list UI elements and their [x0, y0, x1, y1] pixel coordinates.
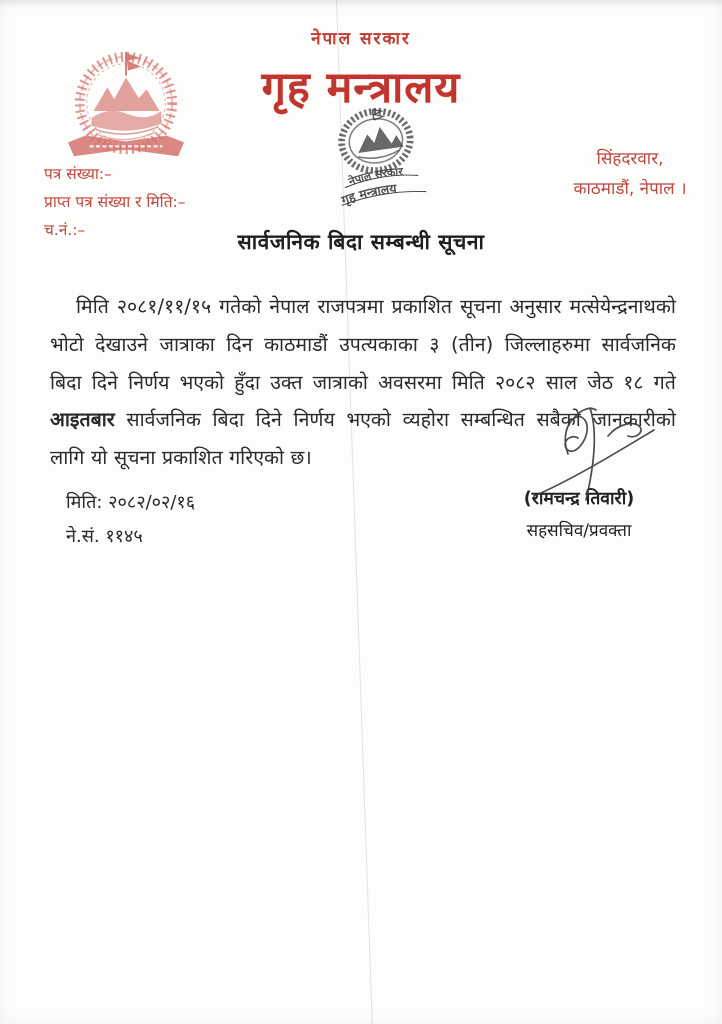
body-word: सबैको — [536, 408, 581, 432]
body-word: दिने — [91, 370, 118, 394]
body-word: छ। — [290, 446, 312, 470]
body-word: सूचना — [460, 295, 502, 318]
body-word: दिने — [255, 408, 282, 432]
body-word: सम्बन्धित — [460, 408, 525, 432]
body-word: (तीन) — [451, 332, 494, 356]
body-word: अनुसार — [509, 295, 562, 318]
body-word: लागि — [50, 446, 85, 470]
signatory-name: (रामचन्द्र तिवारी) — [523, 489, 635, 509]
body-word: व्यहोरा — [402, 408, 450, 432]
body-word: जिल्लाहरुमा — [504, 332, 591, 356]
dispatch-number-label: च.नं.:– — [44, 221, 86, 239]
notice-subject-title: सार्वजनिक बिदा सम्बन्धी सूचना — [237, 230, 485, 254]
scan-edge-shading — [0, 0, 722, 7]
address-line-2: काठमाडौं, नेपाल । — [573, 179, 687, 199]
government-name: नेपाल सरकार — [311, 29, 411, 49]
body-word: यो — [90, 446, 108, 470]
svg-text:गृह मन्त्रालय — [338, 180, 399, 209]
body-word: गतेको — [219, 295, 262, 318]
ministry-stamp-icon — [316, 102, 440, 210]
received-letter-label: प्राप्त पत्र संख्या र मिति:– — [44, 193, 186, 211]
body-word: मिति — [76, 295, 109, 318]
body-word: जानकारीको — [592, 408, 676, 432]
body-word: २०८२ — [494, 370, 536, 394]
body-word: बिदा — [50, 370, 82, 394]
body-word: हुँदा — [234, 370, 261, 394]
body-word: प्रकाशित — [391, 295, 453, 318]
body-word: जात्राका — [159, 332, 215, 356]
body-word: सूचना — [113, 446, 156, 470]
letter-number-label: पत्र संख्या:– — [44, 165, 112, 183]
body-word: जात्राको — [312, 370, 368, 394]
office-address — [550, 144, 710, 204]
body-word: भएको — [346, 408, 391, 432]
signature-icon — [528, 394, 666, 512]
stamp-text-government: नेपाल सरकार — [346, 165, 404, 189]
body-word: बिदा — [212, 408, 245, 432]
body-word: अवसरमा — [378, 370, 442, 394]
body-word: उक्त — [270, 370, 303, 394]
body-word: काठमाडौं — [264, 332, 328, 356]
nepal-sambat-ref: ने.सं. ११४५ — [66, 526, 143, 547]
stamp-text-ministry: गृह मन्त्रालय — [339, 180, 398, 208]
body-word: सार्वजनिक — [601, 332, 676, 356]
body-word: नेपाल — [269, 295, 310, 318]
ministry-name: गृह मन्त्रालय — [261, 63, 461, 113]
body-word: मिति — [451, 370, 485, 394]
body-word: २०८१/११/१५ — [116, 295, 212, 318]
body-word: भोटो — [50, 332, 84, 356]
body-word: आइतबार — [50, 408, 115, 432]
body-word: ३ — [429, 332, 440, 356]
body-word: गरिएको — [229, 446, 285, 470]
body-word: निर्णय — [293, 408, 335, 432]
issue-date: मिति: २०८२/०२/१६ — [66, 492, 196, 513]
body-word: १८ — [623, 370, 644, 394]
body-word: भएको — [179, 370, 225, 394]
body-word: गते — [653, 370, 676, 394]
body-word: प्रकाशित — [162, 446, 223, 470]
body-word: साल — [545, 370, 578, 394]
body-word: देखाउने — [95, 332, 148, 356]
signatory-designation: सहसचिव/प्रवक्ता — [526, 521, 632, 541]
body-word: राजपत्रमा — [317, 295, 384, 318]
address-line-1: सिंहदरवार, — [596, 149, 664, 169]
body-word: मत्सेयेन्द्रनाथको — [569, 295, 676, 318]
body-word: दिन — [226, 332, 253, 356]
body-word: जेठ — [587, 370, 614, 394]
body-line — [50, 330, 676, 368]
body-word: निर्णय — [128, 370, 170, 394]
body-line — [50, 292, 676, 330]
body-word: सार्वजनिक — [126, 408, 201, 432]
body-word: उपत्यकाका — [339, 332, 418, 356]
